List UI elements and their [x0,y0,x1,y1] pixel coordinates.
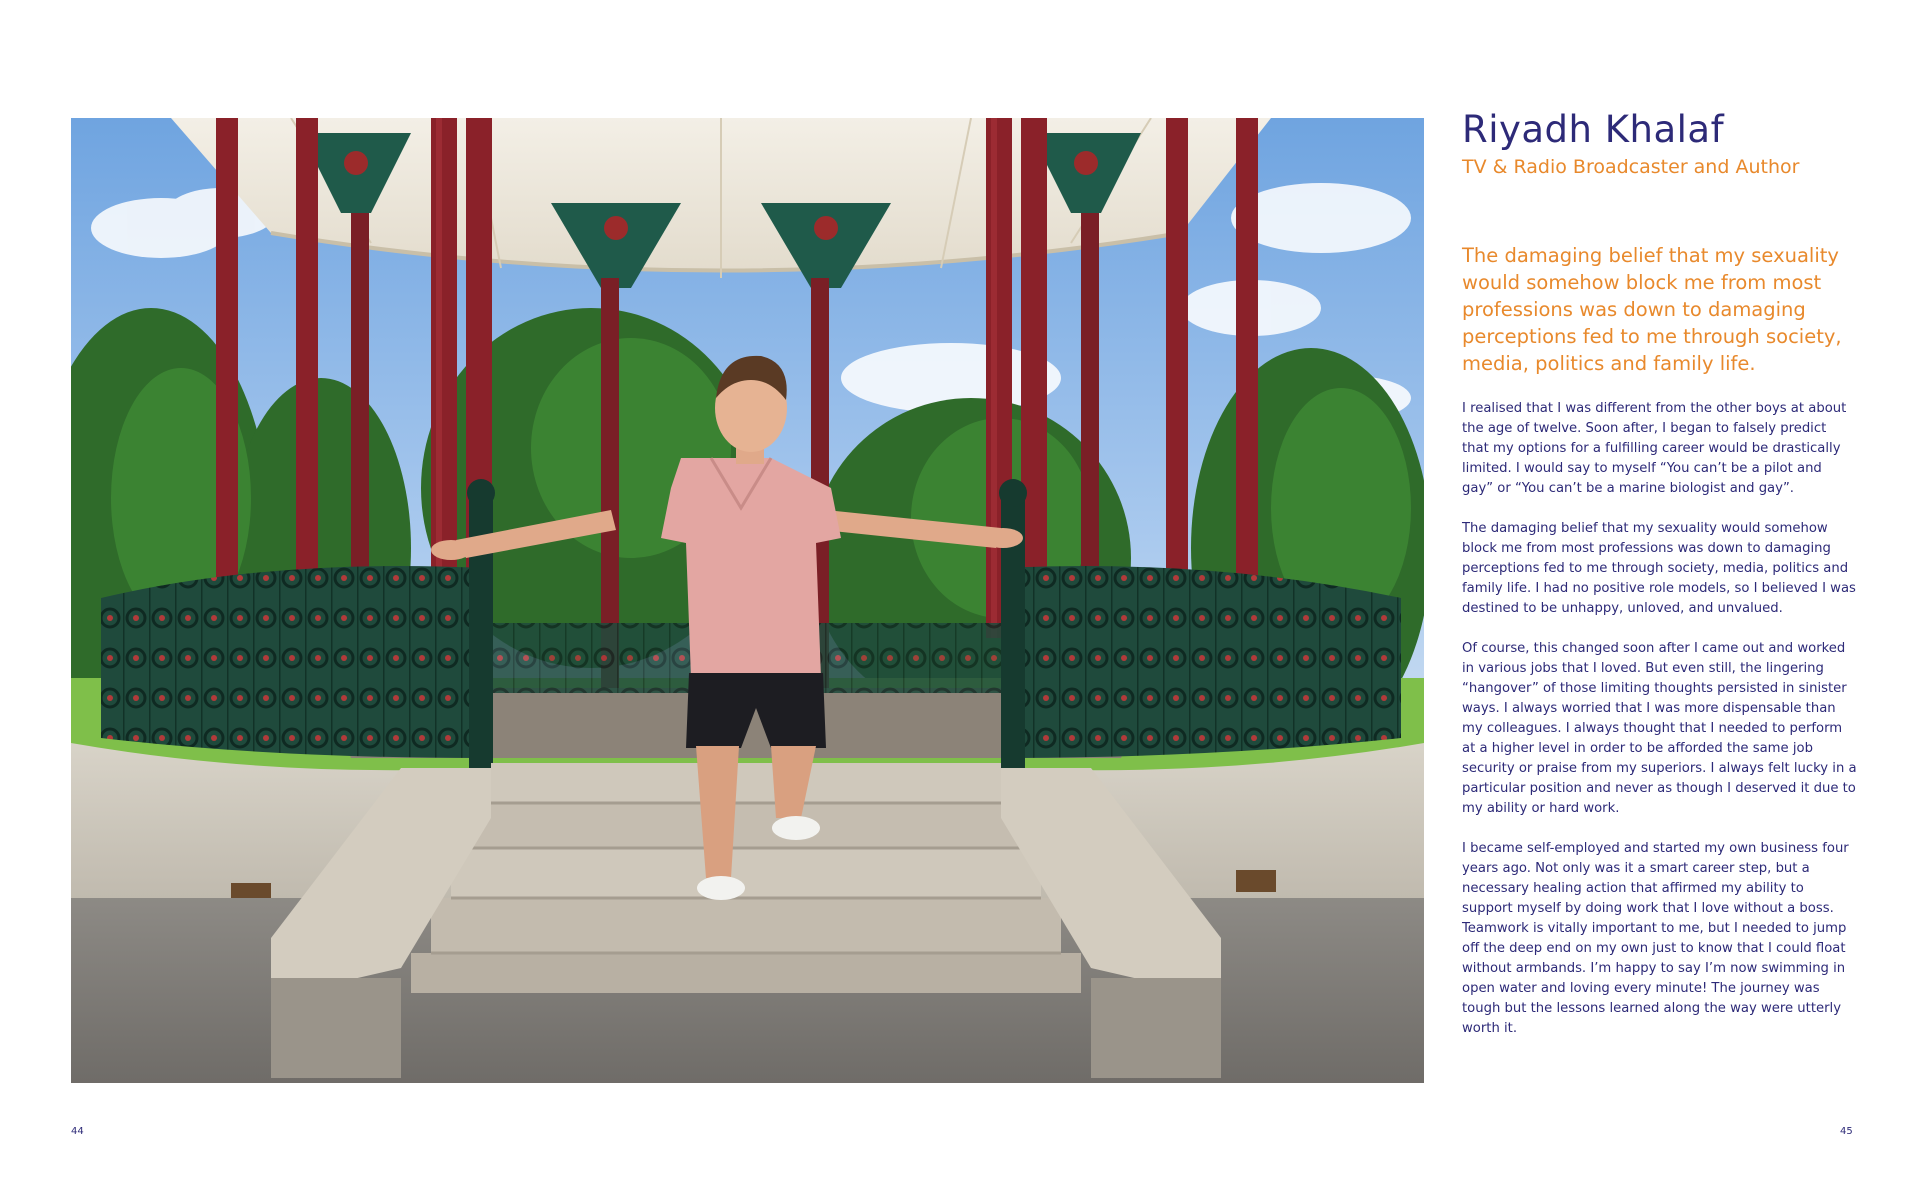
body-paragraph: Of course, this changed soon after I came out and worked in various jobs that I loved. But even still, the lingering “hangover” of those limiting thoughts persisted in sinister ways. I always worried that I was more dispensable than my colleagues. I always thought that I needed to perform at a higher level in order to be afforded the same job security or praise from my superiors. I always felt lucky in a particular position and never as though I deserved it due to my ability or hard work. [1462,641,1857,816]
page-number-right: 45 [1840,1126,1853,1137]
profile-name: Riyadh Khalaf [1462,108,1725,151]
article-body [1462,399,1857,1039]
body-paragraph: The damaging belief that my sexuality would somehow block me from most professions was down to damaging perceptions fed to me through society, media, politics and family life. I had no positive role models, so I believed I was destined to be unhappy, unloved, and unvalued. [1462,521,1856,616]
body-paragraph: I realised that I was different from the other boys at about the age of twelve. Soon after, I began to falsely predict that my options for a fulfilling career would be drastically limited. I would say to myself “You can’t be a pilot and gay” or “You can’t be a marine biologist and gay”. [1462,401,1847,496]
body-paragraph: I became self-employed and started my own business four years ago. Not only was it a smart career step, but a necessary healing action that affirmed my ability to support myself by doing work that I love without a boss. Teamwork is vitally important to me, but I needed to jump off the deep end on my own just to know that I could float without armbands. I’m happy to say I’m now swimming in open water and loving every minute! The journey was tough but the lessons learned along the way were utterly worth it. [1462,841,1849,1036]
bandstand-portrait-photo [71,118,1424,1083]
profile-role: TV & Radio Broadcaster and Author [1462,156,1800,178]
article-text-column [1462,108,1857,1059]
pull-quote: The damaging belief that my sexuality would somehow block me from most professions was down to damaging perceptions fed to me through society, media, politics and family life. [1462,244,1842,375]
page-number-left: 44 [71,1126,84,1137]
